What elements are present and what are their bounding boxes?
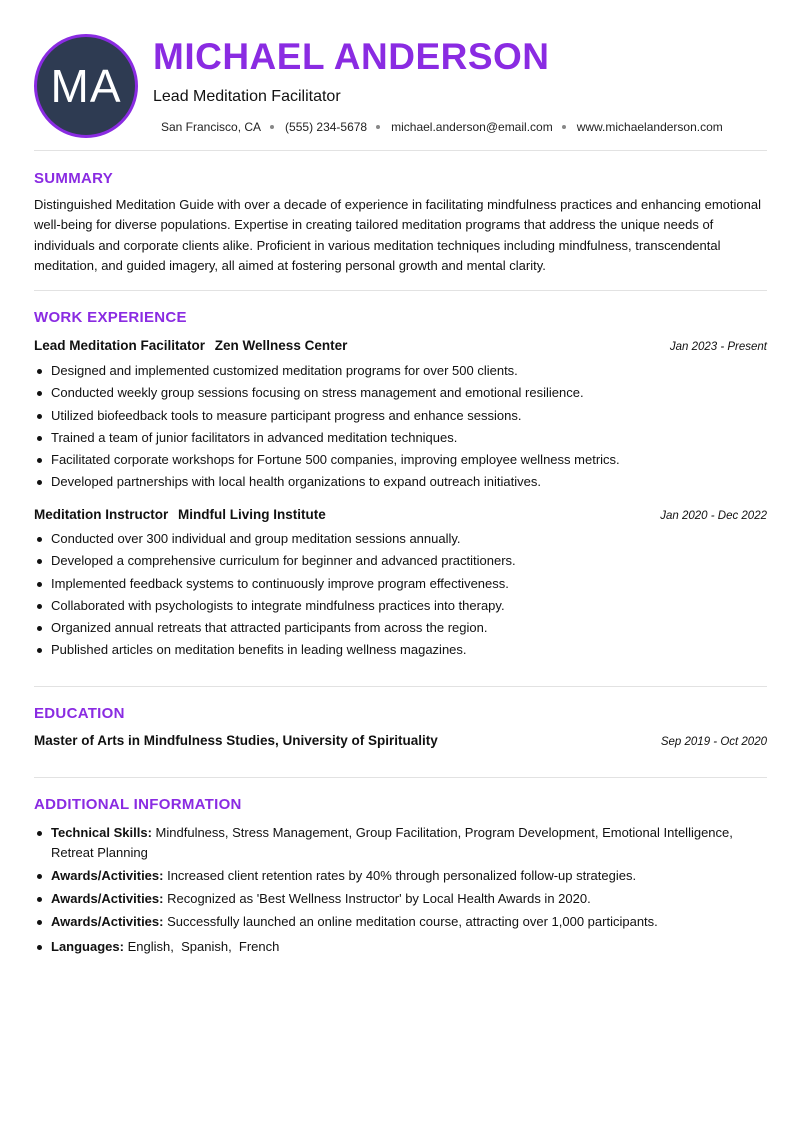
avatar-initials: MA <box>50 60 122 112</box>
separator-dot <box>270 125 274 129</box>
item-label: Awards/Activities: <box>51 890 164 906</box>
item-label: Languages: <box>51 939 124 954</box>
divider <box>34 686 767 687</box>
list-item: Utilized biofeedback tools to measure participant progress and enhance sessions. <box>34 408 767 424</box>
list-item: Conducted over 300 individual and group meditation sessions annually. <box>34 531 767 547</box>
job-dates: Jan 2023 - Present <box>669 341 767 353</box>
list-item: Implemented feedback systems to continuously improve program effectiveness. <box>34 576 767 592</box>
job-company: Zen Wellness Center <box>214 338 348 353</box>
list-item: Trained a team of junior facilitators in advanced meditation techniques. <box>34 430 767 446</box>
list-item <box>34 866 769 886</box>
language: English <box>127 939 171 954</box>
avatar <box>34 34 138 138</box>
list-item: Organized annual retreats that attracted participants from across the region. <box>34 620 767 636</box>
job-header <box>34 338 767 353</box>
job-bullets <box>34 531 767 665</box>
list-item <box>34 912 769 932</box>
section-title-experience: WORK EXPERIENCE <box>34 309 187 326</box>
item-label: Awards/Activities: <box>51 867 164 883</box>
section-title-additional: ADDITIONAL INFORMATION <box>34 796 242 813</box>
list-item: Designed and implemented customized meditation programs for over 500 clients. <box>34 363 767 379</box>
additional-info-list <box>34 823 769 960</box>
contact-email[interactable]: michael.anderson@email.com <box>391 120 553 134</box>
item-label: Awards/Activities: <box>51 913 164 929</box>
language: , French <box>228 939 279 954</box>
education-dates: Sep 2019 - Oct 2020 <box>660 736 767 748</box>
section-title-summary: SUMMARY <box>34 170 114 187</box>
education-degree: Master of Arts in Mindfulness Studies, University of Spirituality <box>34 733 438 748</box>
job-position: Lead Meditation Facilitator <box>34 338 206 353</box>
contact-website[interactable]: www.michaelanderson.com <box>576 120 723 134</box>
item-text: Mindfulness, Stress Management, Group Facilitation, Program Development, Emotional Intelligence, Retreat Planning <box>51 825 733 860</box>
item-text: Recognized as 'Best Wellness Instructor' by Local Health Awards in 2020. <box>167 890 591 906</box>
item-label: Technical Skills: <box>51 825 152 840</box>
divider <box>34 777 767 778</box>
job-dates: Jan 2020 - Dec 2022 <box>660 510 767 522</box>
summary-text: Distinguished Meditation Guide with over a decade of experience in facilitating mindfulness practices and enhancing emotional well-being for diverse populations. Expertise in creating tailored meditation programs that address the unique needs of individuals and corporate clients alike. Proficient in various meditation techniques including mindfulness, transcendental meditation, and guided imagery, all aimed at fostering personal growth and mental clarity. <box>34 197 761 273</box>
item-text: Increased client retention rates by 40% through personalized follow-up strategies. <box>167 867 637 883</box>
separator-dot <box>376 125 380 129</box>
list-item-languages <box>34 937 769 957</box>
contact-line <box>161 120 723 134</box>
item-text: Successfully launched an online meditation course, attracting over 1,000 participants. <box>167 913 658 929</box>
contact-phone: (555) 234-5678 <box>285 120 368 134</box>
section-title-education: EDUCATION <box>34 705 125 722</box>
list-item: Facilitated corporate workshops for Fortune 500 companies, improving employee wellness metrics. <box>34 452 767 468</box>
list-item: Conducted weekly group sessions focusing on stress management and emotional resilience. <box>34 385 767 401</box>
list-item <box>34 823 769 862</box>
list-item: Published articles on meditation benefits in leading wellness magazines. <box>34 642 767 658</box>
divider <box>34 150 767 151</box>
job-company: Mindful Living Institute <box>178 507 326 522</box>
job-header <box>34 507 767 522</box>
job-position: Meditation Instructor <box>34 507 169 522</box>
job-bullets <box>34 363 767 497</box>
candidate-role: Lead Meditation Facilitator <box>153 88 341 105</box>
language: , Spanish <box>170 939 228 954</box>
contact-location: San Francisco, CA <box>161 120 262 134</box>
separator-dot <box>562 125 566 129</box>
divider <box>34 290 767 291</box>
list-item: Collaborated with psychologists to integrate mindfulness practices into therapy. <box>34 598 767 614</box>
list-item: Developed a comprehensive curriculum for beginner and advanced practitioners. <box>34 553 767 569</box>
list-item: Developed partnerships with local health organizations to expand outreach initiatives. <box>34 474 767 490</box>
candidate-name: MICHAEL ANDERSON <box>153 36 550 77</box>
list-item <box>34 889 769 909</box>
